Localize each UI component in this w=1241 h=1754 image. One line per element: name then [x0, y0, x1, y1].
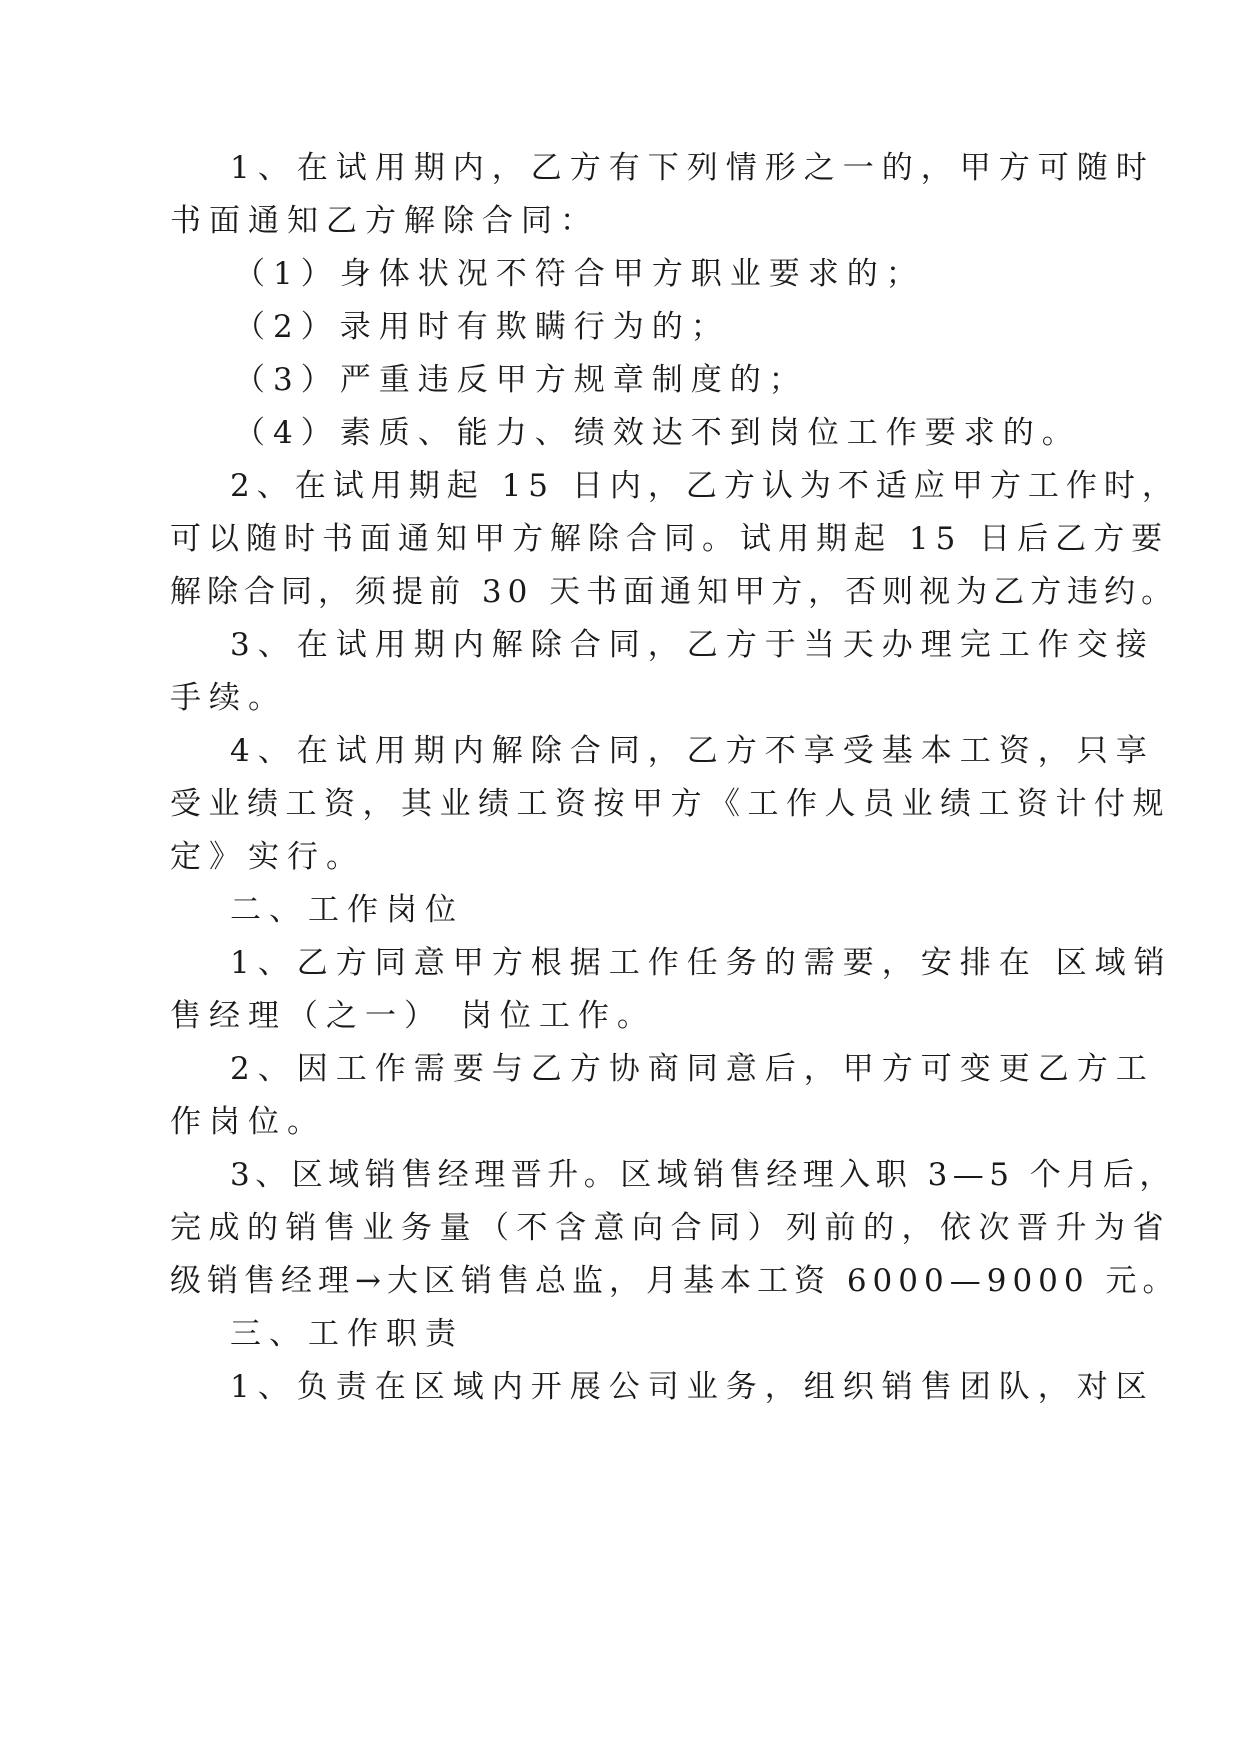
section-heading: 二、工作岗位: [230, 892, 464, 928]
text-line: 1、负责在区域内开展公司业务，组织销售团队，对区: [230, 1369, 1155, 1405]
section-heading: 三、工作职责: [230, 1316, 464, 1352]
text-line: （2）录用时有欺瞒行为的；: [234, 309, 730, 345]
text-line: 1、乙方同意甲方根据工作任务的需要，安排在 区域销: [230, 945, 1173, 981]
text-line: 2、因工作需要与乙方协商同意后，甲方可变更乙方工: [230, 1051, 1155, 1087]
text-line: 受业绩工资，其业绩工资按甲方《工作人员业绩工资计付规: [170, 786, 1171, 822]
text-line: （3）严重违反甲方规章制度的；: [234, 362, 808, 398]
text-line: 级销售经理→大区销售总监，月基本工资 6000—9000 元。: [170, 1263, 1180, 1299]
text-line: 解除合同，须提前 30 天书面通知甲方，否则视为乙方违约。: [170, 574, 1179, 610]
text-line: （4）素质、能力、绩效达不到岗位工作要求的。: [234, 415, 1081, 451]
text-line: 3、在试用期内解除合同，乙方于当天办理完工作交接: [230, 627, 1155, 663]
text-line: 4、在试用期内解除合同，乙方不享受基本工资，只享: [230, 733, 1155, 769]
text-line: 手续。: [170, 680, 287, 716]
text-line: 完成的销售业务量（不含意向合同）列前的，依次晋升为省: [170, 1210, 1171, 1246]
text-line: 1、在试用期内，乙方有下列情形之一的，甲方可随时: [230, 150, 1155, 186]
text-line: 书面通知乙方解除合同：: [170, 203, 599, 239]
text-line: 2、在试用期起 15 日内，乙方认为不适应甲方工作时，: [230, 468, 1180, 504]
text-line: （1）身体状况不符合甲方职业要求的；: [234, 256, 925, 292]
text-line: 售经理（之一） 岗位工作。: [170, 998, 656, 1034]
text-line: 作岗位。: [170, 1104, 326, 1140]
text-line: 3、区域销售经理晋升。区域销售经理入职 3—5 个月后，: [230, 1157, 1176, 1193]
text-line: 可以随时书面通知甲方解除合同。试用期起 15 日后乙方要: [170, 521, 1170, 557]
text-line: 定》实行。: [170, 839, 365, 875]
